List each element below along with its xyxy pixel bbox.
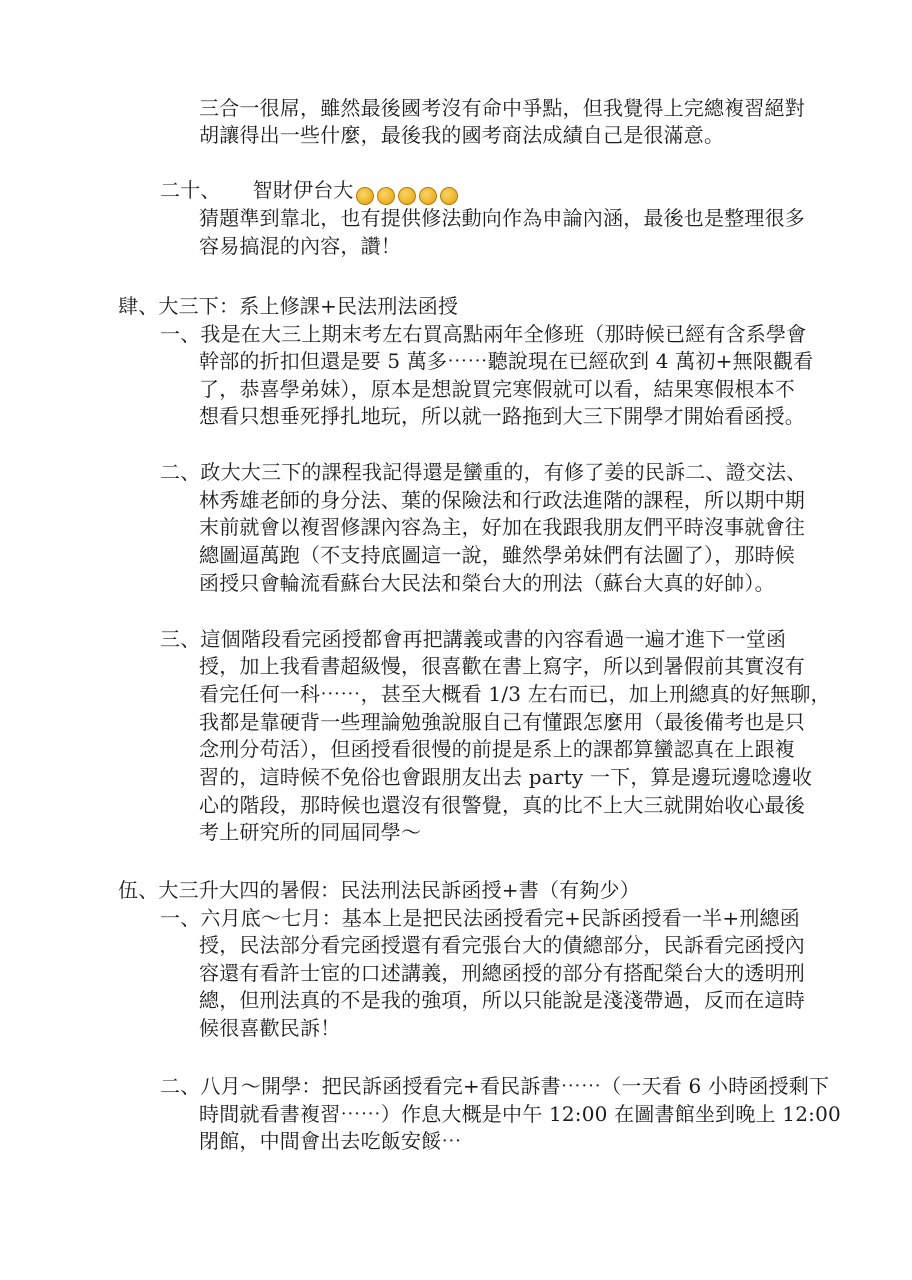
gold-circle-icon xyxy=(419,187,437,205)
paragraph-line: 容還有看許士宦的口述講義，刑總函授的部分有搭配榮台大的透明刑 xyxy=(199,961,805,985)
paragraph-line: 二、政大大三下的課程我記得還是蠻重的，有修了姜的民訴二、證交法、 xyxy=(160,460,807,484)
gold-circle-icon xyxy=(356,187,374,205)
list-item-title: 智財伊台大 xyxy=(252,178,354,202)
paragraph-line: 末前就會以複習修課內容為主，好加在我跟我朋友們平時沒事就會往 xyxy=(199,515,805,539)
paragraph-line: 胡讓得出一些什麼，最後我的國考商法成績自己是很滿意。 xyxy=(199,123,725,147)
paragraph-line: 三合一很屌，雖然最後國考沒有命中爭點，但我覺得上完總複習絕對 xyxy=(199,96,805,120)
paragraph-line: 一、我是在大三上期末考左右買高點兩年全修班（那時候已經有含系學會 xyxy=(160,322,807,346)
paragraph-line: 時間就看書複習⋯⋯）作息大概是中午 12:00 在圖書館坐到晚上 12:00 xyxy=(199,1102,841,1126)
paragraph-line: 看完任何一科⋯⋯，甚至大概看 1/3 左右而已，加上刑總真的好無聊， xyxy=(199,682,831,706)
paragraph-line: 考上研究所的同屆同學～ xyxy=(199,820,422,844)
gold-circle-icon xyxy=(398,187,416,205)
paragraph-line: 閉館，中間會出去吃飯安餒⋯ xyxy=(199,1129,462,1153)
paragraph-line: 授，加上我看書超級慢，很喜歡在書上寫字，所以到暑假前其實沒有 xyxy=(199,654,805,678)
list-item-heading xyxy=(160,177,461,203)
paragraph-line: 總圖逼萬跑（不支持底圖這一說，雖然學弟妹們有法圖了），那時候 xyxy=(199,543,795,567)
section-heading: 伍、大三升大四的暑假：民法刑法民訴函授+書（有夠少） xyxy=(118,878,640,902)
paragraph-line: 了，恭喜學弟妹），原本是想說買完寒假就可以看，結果寒假根本不 xyxy=(199,377,795,401)
rating-circles xyxy=(356,182,461,202)
paragraph-line: 授，民法部分看完函授還有看完張台大的債總部分，民訴看完函授內 xyxy=(199,933,805,957)
gold-circle-icon xyxy=(440,187,458,205)
paragraph-line: 總，但刑法真的不是我的強項，所以只能說是淺淺帶過，反而在這時 xyxy=(199,988,805,1012)
paragraph-line: 想看只想垂死掙扎地玩，所以就一路拖到大三下開學才開始看函授。 xyxy=(199,404,805,428)
section-heading: 肆、大三下：系上修課+民法刑法函授 xyxy=(118,294,459,318)
paragraph-line: 習的，這時候不免俗也會跟朋友出去 party 一下，算是邊玩邊唸邊收 xyxy=(199,765,813,789)
paragraph-line: 一、六月底～七月：基本上是把民法函授看完+民訴函授看一半+刑總函 xyxy=(160,906,800,930)
paragraph-line: 幹部的折扣但還是要 5 萬多⋯⋯聽說現在已經砍到 4 萬初+無限觀看 xyxy=(199,349,814,373)
paragraph-line: 念刑分苟活），但函授看很慢的前提是系上的課都算蠻認真在上跟複 xyxy=(199,737,795,761)
gold-circle-icon xyxy=(377,187,395,205)
paragraph-line: 容易搞混的內容，讚！ xyxy=(199,234,401,258)
paragraph-line: 林秀雄老師的身分法、葉的保險法和行政法進階的課程，所以期中期 xyxy=(199,488,805,512)
paragraph-line: 心的階段，那時候也還沒有很警覺，真的比不上大三就開始收心最後 xyxy=(199,793,805,817)
paragraph-line: 候很喜歡民訴！ xyxy=(199,1016,341,1040)
paragraph-line: 猜題準到靠北，也有提供修法動向作為申論內涵，最後也是整理很多 xyxy=(199,206,805,230)
list-number: 二十、 xyxy=(160,178,221,202)
paragraph-line: 二、八月～開學：把民訴函授看完+看民訴書⋯⋯（一天看 6 小時函授剩下 xyxy=(160,1074,830,1098)
paragraph-line: 三、這個階段看完函授都會再把講義或書的內容看過一遍才進下一堂函 xyxy=(160,627,787,651)
paragraph-line: 我都是靠硬背一些理論勉強說服自己有懂跟怎麼用（最後備考也是只 xyxy=(199,710,805,734)
paragraph-line: 函授只會輪流看蘇台大民法和榮台大的刑法（蘇台大真的好帥）。 xyxy=(199,571,775,595)
